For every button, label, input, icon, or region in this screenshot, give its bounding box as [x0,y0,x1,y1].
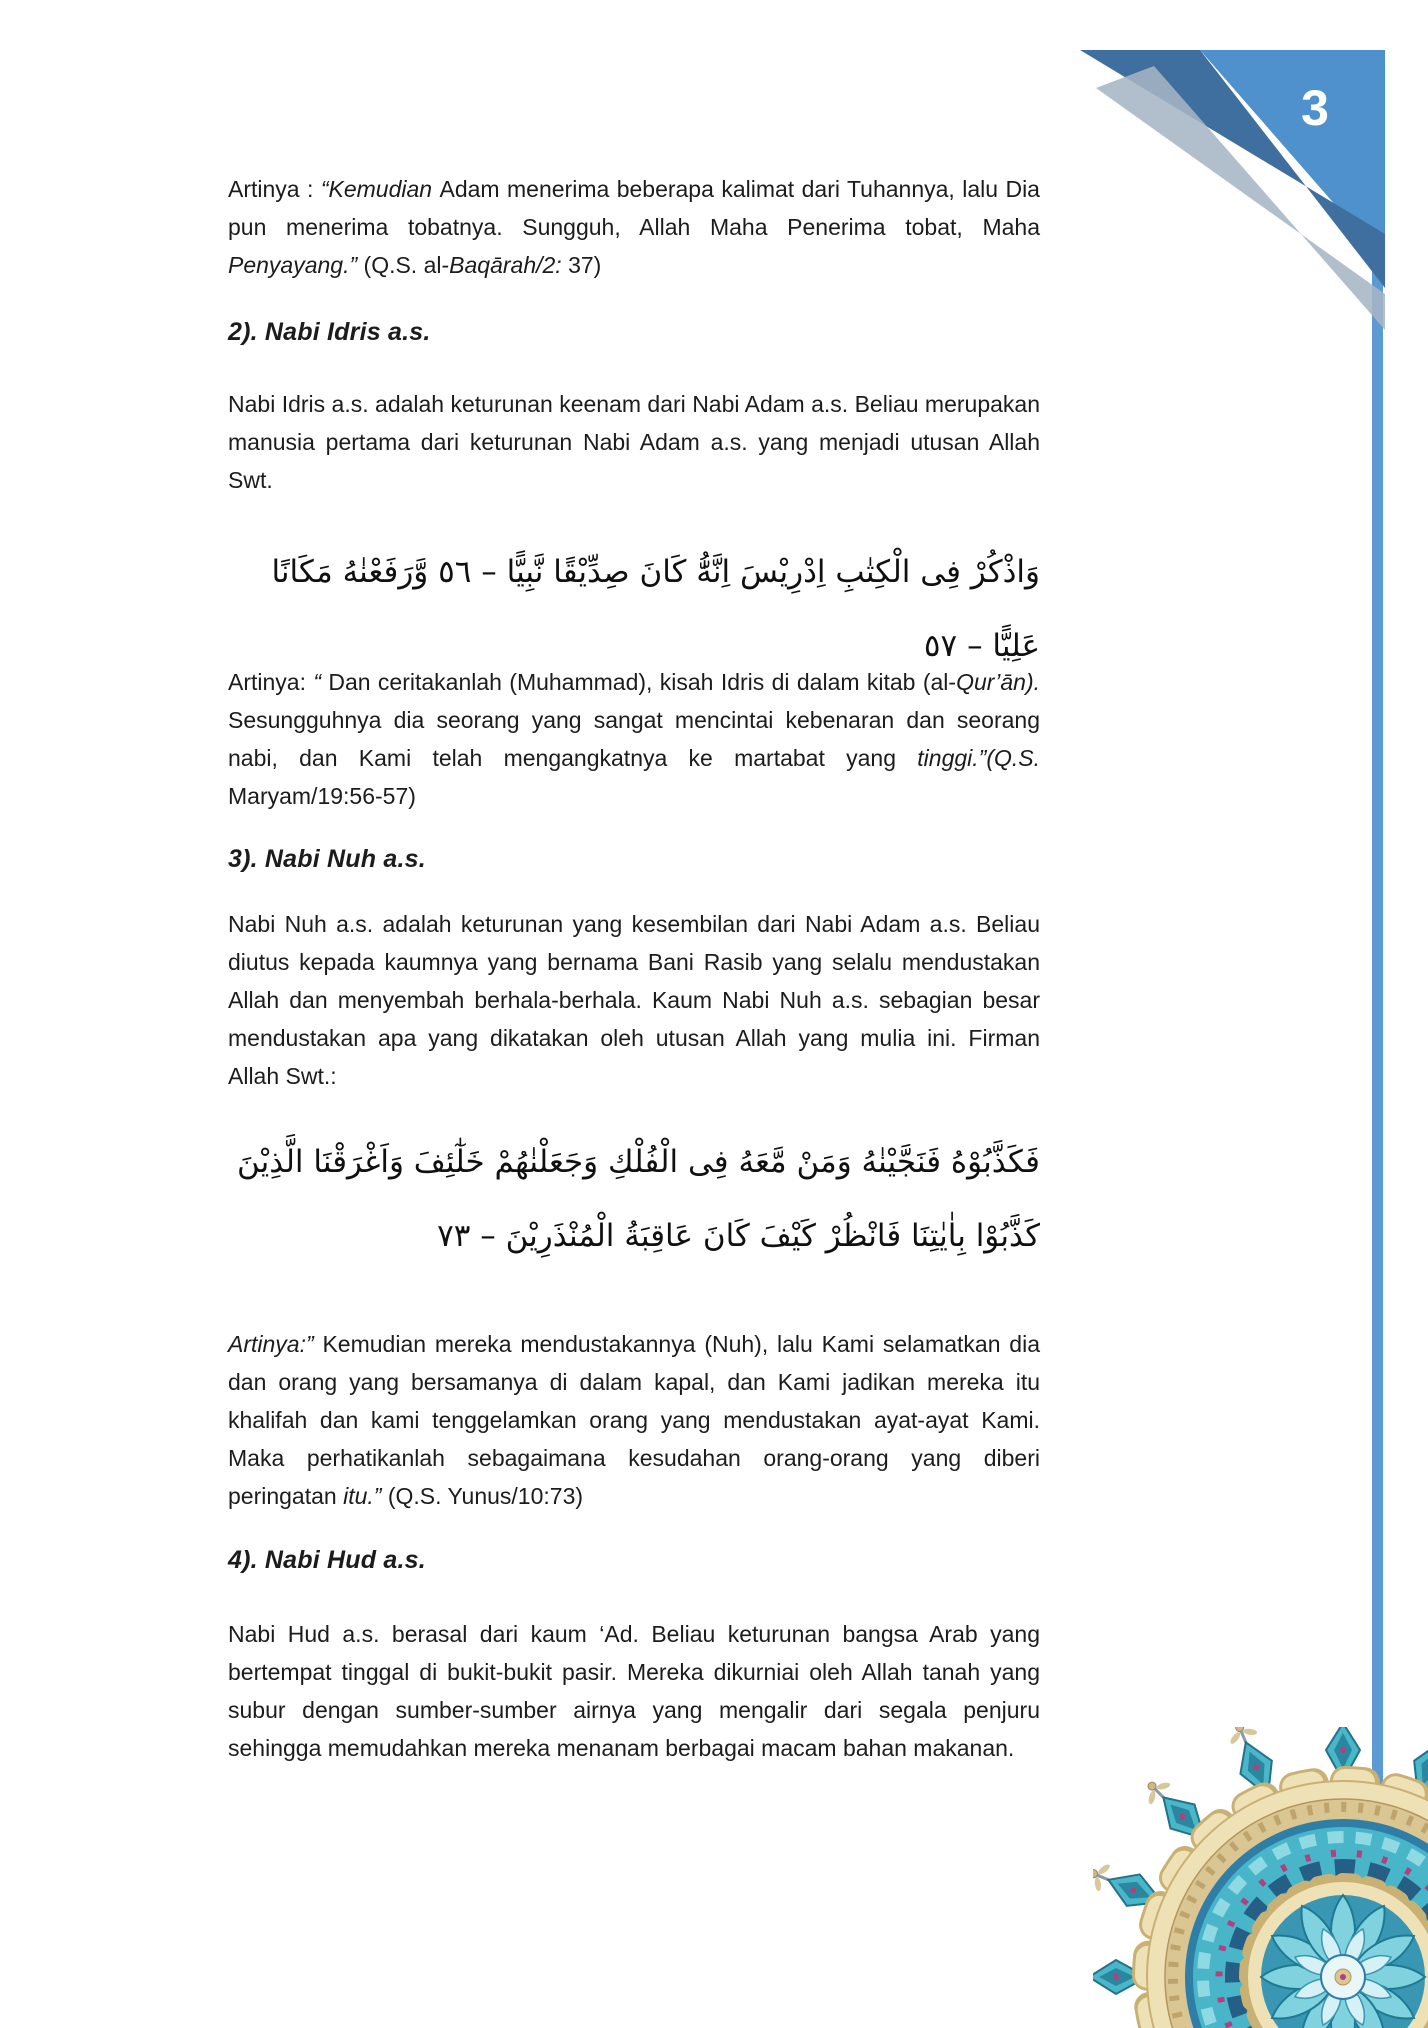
text-run: Nabi Nuh a.s. adalah keturunan yang kesembilan dari Nabi Adam a.s. Beliau diutus kepada kaumnya yang bernama Bani Rasib yang selalu mendustakan Allah dan menyembah berhala-berhala. Kaum Nabi Nuh a.s. sebagian besar mendustakan apa yang dikatakan oleh utusan Allah yang mulia ini. Firman Allah Swt.: [228,911,1040,1089]
text-run: Artinya:” [228,1331,323,1357]
section-heading-idris [228,318,1040,347]
heading-text: 4). Nabi Hud a.s. [228,1546,426,1574]
text-run: (Q.S. Yunus/10:73) [387,1483,584,1509]
text-run: Maryam/19:56-57) [228,783,416,809]
text-run: Nabi Hud a.s. berasal dari kaum ‘Ad. Beliau keturunan bangsa Arab yang bertempat tinggal di bukit-bukit pasir. Mereka dikurniai oleh Allah tanah yang subur dengan sumber-sumber airnya yang mengalir dari segala penjuru sehingga memudahkan mereka menanam berbagai macam bahan makanan. [228,1621,1040,1761]
arabic-line: وَاذْكُرْ فِى الْكِتٰبِ اِدْرِيْسَ اِنَّهُّٰ كَانَ صِدِّيْقًا نَّبِيًّا – ٥٦ وَّرَفَعْنٰهُ مَكَانًا عَلِيًّا – ٥٧ [271,554,1040,664]
paragraph-artinya-adam [228,170,1040,284]
arabic-line: كَذَّبُوْا بِاٰيٰتِنَا فَانْظُرْ كَيْفَ كَانَ عَاقِبَةُ الْمُنْذَرِيْنَ – ٧٣ [437,1218,1040,1254]
text-run: Nabi Idris a.s. adalah keturunan keenam dari Nabi Adam a.s. Beliau merupakan manusia pertama dari keturunan Nabi Adam a.s. yang menjadi utusan Allah Swt. [228,391,1040,493]
section-heading-nuh [228,845,1040,874]
arabic-verse-maryam [228,535,1040,683]
text-run: Adam menerima beberapa kalimat dari Tuhannya, lalu Dia pun menerima tobatnya. Sungguh, Allah Maha Penerima tobat, Maha [228,176,1040,240]
heading-text: 2). Nabi Idris a.s. [228,318,431,346]
paragraph-nabi-idris [228,385,1040,499]
text-run: Artinya : [228,176,321,202]
text-run: Artinya: [228,669,314,695]
text-run: “ [313,669,329,695]
paragraph-artinya-idris [228,663,1040,815]
text-run: Sesungguhnya dia seorang yang sangat mencintai kebenaran dan seorang nabi, dan Kami telah mengangkatnya ke martabat yang [228,707,1040,771]
arabic-verse-yunus [228,1125,1040,1273]
paragraph-artinya-nuh [228,1325,1040,1515]
text-run: Qur’ān). [956,669,1040,695]
page-number: 3 [1301,80,1329,136]
text-run: “Kemudian [320,176,440,202]
text-run: (Q.S. al- [363,252,450,278]
text-run: Kemudian mereka mendustakannya (Nuh), lalu Kami selamatkan dia dan orang yang bersamanya di dalam kapal, dan Kami jadikan mereka itu khalifah dan kami tenggelamkan orang yang mendustakan ayat-ayat Kami. Maka perhatikanlah sebagaimana kesudahan orang-orang yang diberi peringatan [228,1331,1040,1509]
text-run: Dan ceritakanlah (Muhammad), kisah Idris di dalam kitab (al- [328,669,957,695]
text-run: itu.” [343,1483,388,1509]
heading-text: 3). Nabi Nuh a.s. [228,845,426,873]
arabic-line: فَكَذَّبُوْهُ فَنَجَّيْنٰهُ وَمَنْ مَّعَهُ فِى الْفُلْكِ وَجَعَلْنٰهُمْ خَلٰٓئِفَ وَاَغْرَقْنَا الَّذِيْنَ [236,1144,1040,1180]
text-run: Baqārah/2: [449,252,569,278]
text-run: Penyayang.” [228,252,364,278]
paragraph-nabi-nuh [228,905,1040,1095]
text-run: tinggi.”(Q.S. [917,745,1040,771]
text-run: 37) [568,252,602,278]
paragraph-nabi-hud [228,1615,1040,1767]
section-heading-hud [228,1546,1040,1575]
